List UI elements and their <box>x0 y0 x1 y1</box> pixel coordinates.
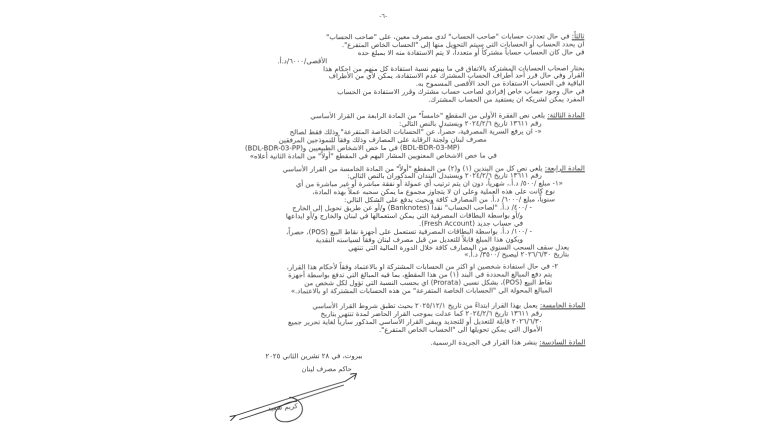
text-line: ان يحدد الحساب أو الحسابات التي سيتم التحويل منها إلى "الحساب الخاص المتفرع". <box>341 40 585 49</box>
text-line: الأقصى/٦٠٠٠/د.أ. <box>277 56 328 65</box>
text-line: ينشر هذا القرار في الجريدة الرسمية. <box>430 338 538 347</box>
text-line: سنوياً، مبلغ /٦٠٠٠/ د.أ. من المصارف كافة وبحيث يدفع على الشكل التالي: <box>344 195 555 205</box>
text-line: يلغى نص كل من البندين (١) و(٢) من المقطع "أولاً" من المادة الخامسة من القرار الأساسي <box>282 163 543 173</box>
page-number: -٦- <box>379 11 388 21</box>
text-line: (BDL-BDR-03-MP) في ما خص الاشخاص الطبيعيين و(BDL-BDR-03-PP) <box>244 143 460 153</box>
signer-title: حاكم مصرف لبنان <box>301 365 352 374</box>
article-five-label: المادة الخامسة: <box>539 301 586 310</box>
text-line: «١- مبلغ /٥٠٠/ د.أ.، شهرياً، دون ان يتم ترتيب أي عمولة أو نفقة مباشرة أو غير مباشرة من أي <box>295 179 563 189</box>
text-line: في حال تعددت حسابات "صاحب الحساب" لدى مصرف معين، على "صاحب الحساب" <box>326 32 570 42</box>
text-line: يلغى نص الفقرة الأولى من المقطع "خامساً" من المادة الرابعة من القرار الأساسي <box>310 111 546 121</box>
text-line: يعمل بهذا القرار ابتداءً من تاريخ ٢٠٢٥/١٢/١ بحيث تطبق شروط القرار الأساسي <box>312 301 538 311</box>
signature-scribble <box>230 373 366 429</box>
signature-block <box>183 352 585 433</box>
text-line: ٢٠٢٦/٦/٣٠ قابلة للتعديل أو للتجديد ويبقى القرار الأساسي المذكور سارياً لغاية تحرير جميع <box>288 317 543 327</box>
article-six-label: المادة السادسة: <box>539 337 586 347</box>
clause-third <box>182 33 584 106</box>
text-line <box>183 339 585 348</box>
text-line: - /١٠٠/ د.أ. بواسطة البطاقات المصرفية تستعمل على أجهزة نقاط البيع (POS)، حصراً، <box>286 227 533 237</box>
text-line: في حال كان الحساب حساباً مشتركاً أو متعدداً، لا يتم الاستفادة منه الا بمبلغ حده <box>357 48 585 57</box>
text-line: يختار اصحاب الحسابات المشتركة بالاتفاق في ما بينهم نسبة استفادة كل منهم من احكام هذا <box>323 63 585 73</box>
text-line: الباقية في الحساب الاستفادة من الحد الأقصى المسموح به. <box>415 79 585 89</box>
text-line: ويكون هذا المبلغ قابلاً للتعديل من قبل مصرف لبنان وفقاً لسياسته النقدية <box>315 235 524 244</box>
text-line: في ما خص الاشخاص المعنويين المشار اليهم في المقطع "أولاً" من المادة الثانية أعلاه» <box>249 151 497 161</box>
text-line: رقم ١٣٦١١ تاريخ ٢٠٢٤/٢/٦ ويستبدل البندان المذكوران بالنص التالي: <box>347 171 542 181</box>
text-line: رقم ١٣٦١١ تاريخ ٢٠٢٤/٢/٦ كما عدلت بموجب القرار الحاضر لمدة تنتهي بتاريخ <box>320 309 543 319</box>
article-six <box>183 339 585 348</box>
article-three-label: المادة الثالثة: <box>547 111 585 120</box>
text-line: نوع كانت على هذه العملية وعلى ان لا يتجاوز مجموع ما يمكن سحبه عملاً بهذه المادة، <box>312 187 555 197</box>
article-four-label: المادة الرابعة: <box>544 163 585 172</box>
text-line: يتم دفع المبالغ المحددة في البند (١) من هذا المقطع، بما فيه المبالغ التي تدفع بواسطة أجهزة <box>288 270 553 280</box>
article-three <box>183 112 585 161</box>
text-line: نقاط البيع (POS)، بشكل نسبي (Prorata) اي بحسب النسبة التي تؤول لكل شخص من <box>304 278 553 288</box>
text-line: المبالغ المحولة الى "الحسابات الخاصة المتفرعة" من هذه الحسابات المشتركة او بالاعتماد.» <box>290 286 553 296</box>
text-line: بتاريخ ٢٠٢٦/٦/٣٠ ليصبح /٣٥٠٠/ د.أ.» <box>464 250 570 260</box>
text-line: في حساب جديد (Fresh Account). <box>419 219 524 228</box>
text-line: - /٤٠٠/ د.أ. "لصاحب الحساب" نقداً (Banknotes) و/أو عن طريق تحويل إلى الخارج <box>292 203 532 213</box>
text-line: الأموال التي يمكن تحويلها الى "الحساب الخاص المتفرع". <box>378 325 543 334</box>
clause-third-label: ثالثاً: <box>571 32 585 41</box>
text-line: «- ان يرفع السرية المصرفية، حصراً، عن "الحسابات الخاصة المتفرعة" وذلك فقط لصالح <box>289 127 542 137</box>
text-line: و/أو بواسطة البطاقات المصرفية التي يمكن استعمالها في لبنان والخارج و/أو ايداعها <box>285 211 523 221</box>
text-line: يعدل سقف السحب السنوي من المصارف كافة خلال الدورة المالية التي تنتهي <box>348 242 570 252</box>
text-line: ٢- في حال استفادة شخصين او اكثر من الحسابات المشتركة او بالاعتماد وفقاً لأحكام هذا القرار، <box>286 262 559 272</box>
article-four <box>183 165 585 297</box>
article-five <box>183 302 585 335</box>
place-date: بيروت، في ٢٨ تشرين الثاني ٢٠٢٥ <box>265 351 363 360</box>
text-line: القرار وفي حال قرر أحد أطراف الحساب المشترك عدم الاستفادة، يمكن لأي من الأطراف <box>328 71 585 81</box>
signer-name: كريم سعيد <box>267 401 299 413</box>
text-line: مصرف لبنان ولجنة الرقابة على المصارف وذلك وفقاً للنموذجين المرفقين <box>278 135 487 145</box>
text-line: رقم ١٣٦١١ تاريخ ٢٠٢٤/٢/٦ ويستبدل بالنص التالي: <box>399 119 542 128</box>
scanned-decision-document <box>182 12 585 433</box>
text-line: المفرد يمكن لشريكه ان يستفيد من الحساب المشترك. <box>428 95 585 105</box>
text-line: في حال وجود حساب خاص إفرادي لصاحب حساب مشترك وقرر الاستفادة من الحساب <box>337 87 585 97</box>
